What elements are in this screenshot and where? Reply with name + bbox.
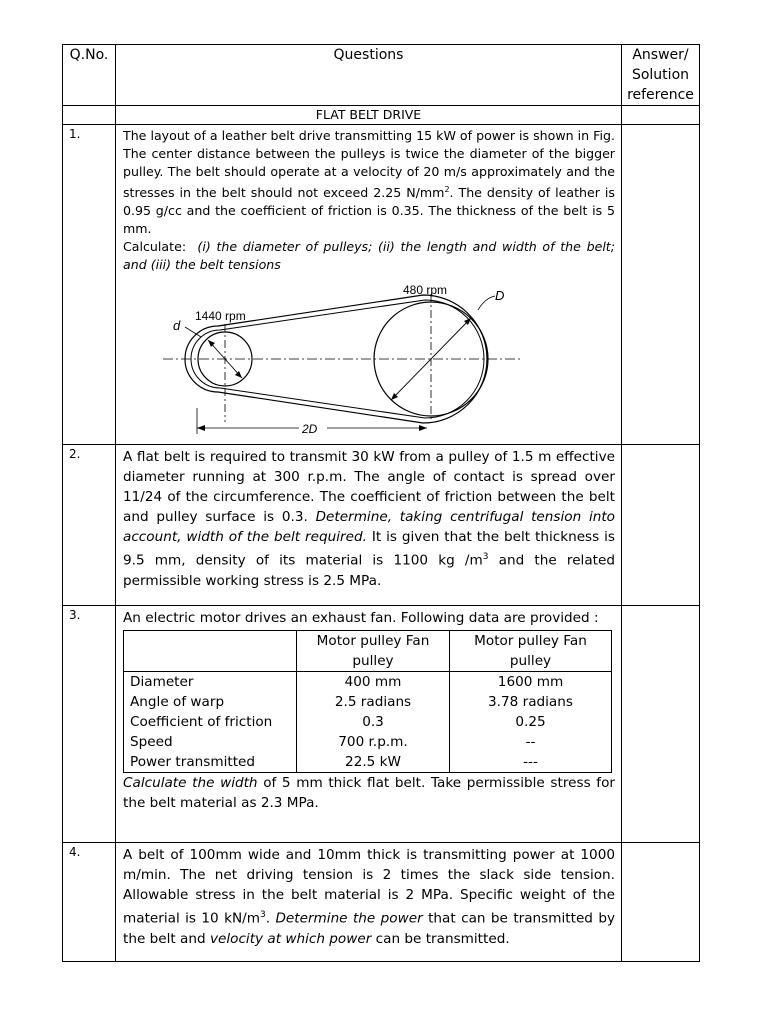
table-row: Power transmitted 22.5 kW --- bbox=[124, 752, 612, 773]
question-row-4 bbox=[63, 843, 700, 962]
distance-label: 2D bbox=[302, 422, 318, 437]
question-text: A belt of 100mm wide and 10mm thick is transmitting power at 1000 m/min. The net driving tension is 2 times the slack side tension. Allowable stress in the belt material is 2 MPa. Specific weight of the material is 10 $kN/m^3$. Determine the power that can be transmitted by the belt and velocity at which power can be transmitted. bbox=[116, 843, 622, 962]
col-header-1: Motor pulley Fan pulley bbox=[297, 631, 450, 672]
table-row: Coefficient of friction 0.3 0.25 bbox=[124, 712, 612, 732]
answer-cell bbox=[622, 606, 700, 843]
question-number: 3. bbox=[63, 606, 116, 843]
col-header-2: Motor pulley Fan pulley bbox=[450, 631, 612, 672]
answer-header: Answer/ Solution reference bbox=[622, 45, 700, 106]
question-text: An electric motor drives an exhaust fan. Following data are provided : Motor pulley Fan pulley Motor pulley Fan pulley Diameter 400 mm 1600 mm Angle of warp 2.5 radians 3.78 radians Coefficient of friction 0.3 0.25 Speed 700 r.p.m. -- Power transmitted 22.5 kW --- Calculate the width of 5 mm thick flat belt. Take permissible stress for the belt material as 2.3 MPa. bbox=[116, 606, 622, 843]
table-row: Speed 700 r.p.m. -- bbox=[124, 732, 612, 752]
table-row: Angle of warp 2.5 radians 3.78 radians bbox=[124, 692, 612, 712]
question-row-2 bbox=[63, 445, 700, 606]
big-diameter-label: D bbox=[495, 288, 505, 304]
belt-drive-figure bbox=[123, 282, 613, 442]
answer-cell bbox=[622, 843, 700, 962]
small-diameter-label: d bbox=[173, 318, 181, 334]
question-sheet bbox=[62, 44, 696, 962]
answer-cell bbox=[622, 125, 700, 445]
header-row bbox=[63, 45, 700, 106]
section-title: FLAT BELT DRIVE bbox=[116, 106, 622, 125]
data-table bbox=[123, 630, 612, 773]
qno-header: Q.No. bbox=[63, 45, 116, 106]
question-text: A flat belt is required to transmit 30 kW from a pulley of 1.5 m effective diameter running at 300 r.p.m. The angle of contact is spread over 11/24 of the circumference. The coefficient of friction between the belt and pulley surface is 0.3. Determine, taking centrifugal tension into account, width of the belt required. It is given that the belt thickness is 9.5 mm, density of its material is 1100 kg $/m^3$ and the related permissible working stress is 2.5 MPa. bbox=[116, 445, 622, 606]
section-row bbox=[63, 106, 700, 125]
question-row-3 bbox=[63, 606, 700, 843]
question-number: 1. bbox=[63, 125, 116, 445]
question-number: 2. bbox=[63, 445, 116, 606]
question-row-1 bbox=[63, 125, 700, 445]
questions-table bbox=[62, 44, 700, 962]
small-rpm-label: 1440 rpm bbox=[195, 309, 246, 324]
question-number: 4. bbox=[63, 843, 116, 962]
question-text: The layout of a leather belt drive transmitting 15 kW of power is shown in Fig. The center distance between the pulleys is twice the diameter of the bigger pulley. The belt should operate at a velocity of 20 m/s approximately and the stresses in the belt should not exceed 2.25 $N/mm^2$. The density of leather is 0.95 g/cc and the coefficient of friction is 0.35. The thickness of the belt is 5 mm. Calculate: (i) the diameter of pulleys; (ii) the length and width of the belt; and (iii) the belt tensions 1440 rpm d 480 rpm D 2D bbox=[116, 125, 622, 445]
answer-cell bbox=[622, 445, 700, 606]
big-rpm-label: 480 rpm bbox=[403, 283, 448, 298]
table-row: Diameter 400 mm 1600 mm bbox=[124, 672, 612, 693]
questions-header: Questions bbox=[116, 45, 622, 106]
